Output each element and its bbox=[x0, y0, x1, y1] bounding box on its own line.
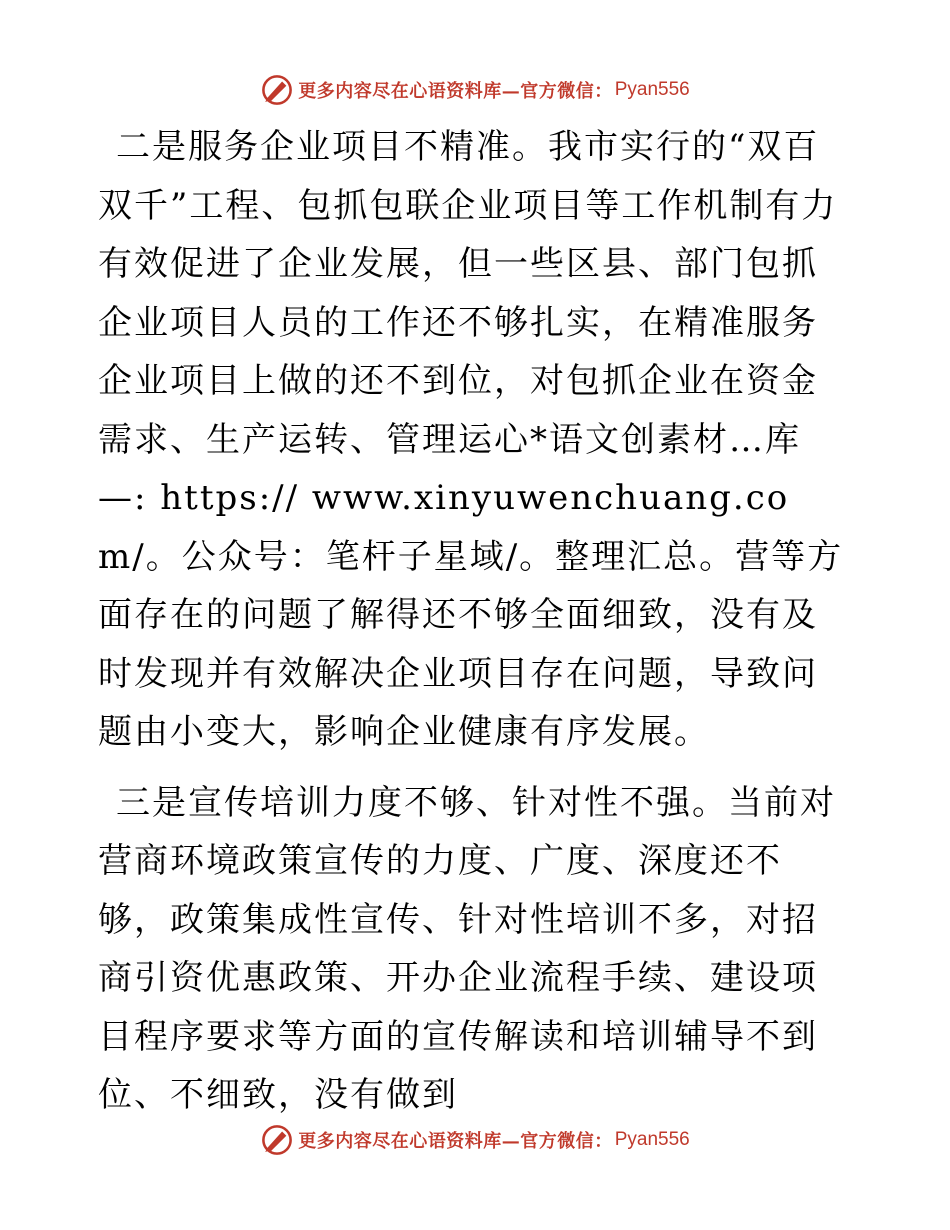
header-watermark bbox=[0, 70, 950, 110]
document-body bbox=[98, 118, 850, 1125]
header-wechat-id: Pyan556 bbox=[614, 79, 690, 100]
footer-watermark bbox=[0, 1120, 950, 1160]
pen-nib-logo-icon bbox=[260, 73, 294, 107]
paragraph-publicity-training: 三是宣传培训力度不够、针对性不强。当前对营商环境政策宣传的力度、广度、深度还不够，政策集成性宣传、针对性培训不多，对招商引资优惠政策、开办企业流程手续、建设项目程序要求等方面的宣传解读和培训辅导不到位、不细致，没有做到 bbox=[98, 782, 836, 1115]
pen-nib-logo-icon bbox=[260, 1123, 294, 1157]
paragraph-service-precision: 二是服务企业项目不精准。我市实行的“双百双千”工程、包抓包联企业项目等工作机制有力有效促进了企业发展，但一些区县、部门包抓企业项目人员的工作还不够扎实，在精准服务企业项目上做的还不到位，对包抓企业在资金需求、生产运转、管理运心*语文创素材…库—: https:// www.xinyuwenchuang.com/。公众号：笔杆子星域/。整理汇总。营等方面存在的问题了解得还不够全面细致，没有及时发现并有效解决企业项目存在问题，导致问题由小变大，影响企业健康有序发展。 bbox=[98, 127, 844, 752]
footer-wechat-id: Pyan556 bbox=[614, 1129, 690, 1150]
footer-watermark-text: 更多内容尽在心语资料库—官方微信： bbox=[298, 1131, 613, 1152]
header-watermark-text: 更多内容尽在心语资料库—官方微信： bbox=[298, 81, 613, 102]
